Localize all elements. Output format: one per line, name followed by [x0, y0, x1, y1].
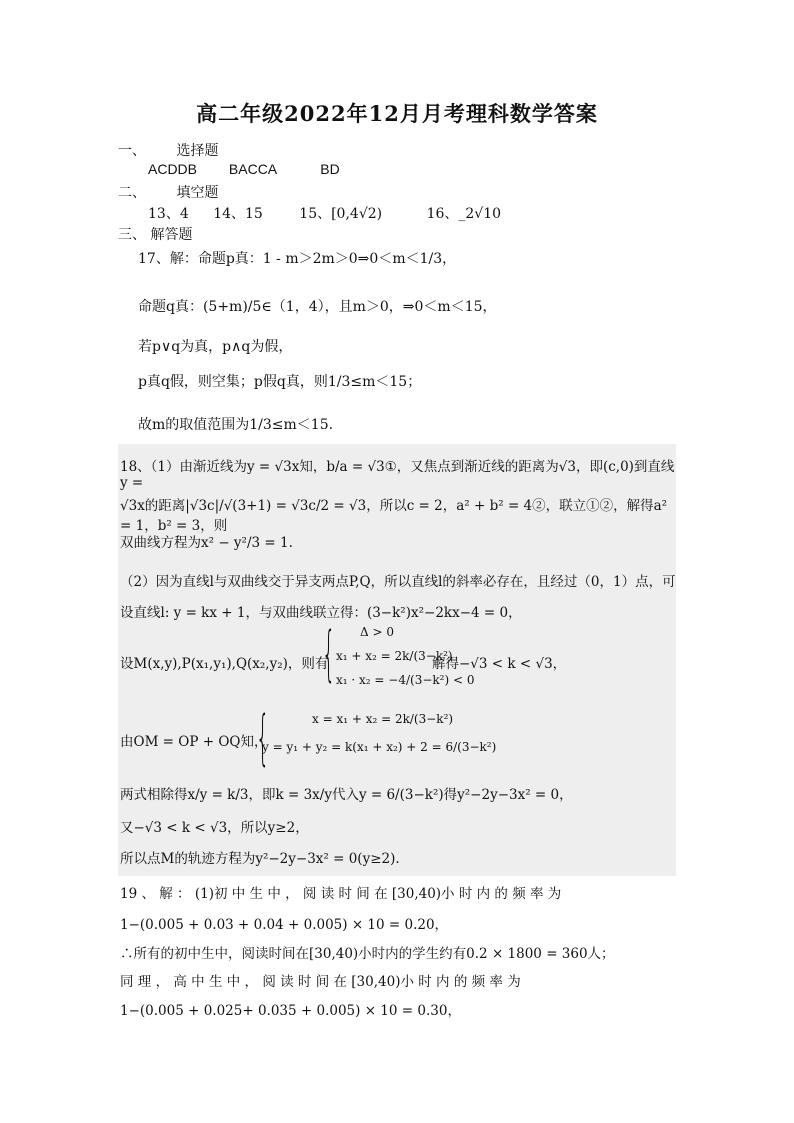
q18-eq-y: y = y₁ + y₂ = k(x₁ + x₂) + 2 = 6/(3−k²) [262, 740, 497, 754]
section-2-number: 二、 [118, 185, 146, 201]
section-2-heading [118, 182, 218, 202]
page-title: 高二年级2022年12月月考理科数学答案 [196, 101, 598, 126]
section-2-name: 填空题 [176, 185, 219, 201]
system-brace-2: { [256, 703, 270, 773]
q18-line-2: √3x的距离|√3c|/√(3+1) = √3c/2 = √3，所以c = 2，a² + b² = 4②，联立①②，解得a² = 1，b² = 3，则 [120, 498, 668, 534]
q18-line-9: 又−√3 < k < √3，所以y≥2， [120, 820, 309, 836]
section-1-name: 选择题 [176, 143, 219, 159]
q17-line-5: 故m的取值范围为1/3≤m＜15. [138, 417, 334, 433]
q18-line-8: 两式相除得x/y = k/3，即k = 3x/y代入y = 6/(3−k²)得y²−2y−3x² = 0， [120, 787, 573, 803]
q18-line-4: （2）因为直线l与双曲线交于异支两点P,Q，所以直线l的斜率必存在，且经过（0，1）点，可 [120, 574, 676, 590]
q18-cond-sum: x₁ + x₂ = 2k/(3−k²) [336, 649, 453, 663]
section-1-heading [118, 140, 218, 160]
q18-cond-delta: Δ > 0 [360, 625, 394, 639]
q18-eq-x: x = x₁ + x₂ = 2k/(3−k²) [312, 712, 454, 726]
q18-k-range: 解得−√3 < k < √3， [432, 656, 567, 672]
section-1-number: 一、 [118, 143, 146, 159]
q19-line-1: 19 、 解 ： (1)初 中 生 中 ， 阅 读 时 间 在 [30,40)小 时 内 的 频 率 为 [120, 886, 562, 902]
q18-cond-product: x₁ · x₂ = −4/(3−k²) < 0 [336, 673, 475, 687]
q18-line-5: 设直线l: y = kx + 1，与双曲线联立得：(3−k²)x²−2kx−4 = 0， [120, 605, 522, 621]
q17-line-4: p真q假，则空集；p假q真，则1/3≤m＜15； [138, 374, 422, 390]
fill-answer: 14、15 [213, 206, 263, 222]
q19-line-4: 同 理 ， 高 中 生 中 ， 阅 读 时 间 在 [30,40)小 时 内 的 频 率 为 [120, 974, 521, 990]
q19-line-5: 1−(0.005 + 0.025+ 0.035 + 0.005) × 10 = 0.30， [120, 1003, 461, 1019]
fill-answer: 16、_2√10 [426, 206, 502, 222]
q17-line-3: 若p∨q为真，p∧q为假， [138, 339, 293, 355]
q17-line-1: 17、解：命题p真：1 - m＞2m＞0⇒0＜m＜1/3， [138, 251, 457, 267]
fill-answers [148, 203, 501, 223]
section-3-heading [118, 224, 192, 244]
q19-line-3: ∴所有的初中生中，阅读时间在[30,40)小时内的学生约有0.2 × 1800 = 360人； [120, 946, 615, 962]
q19-line-2: 1−(0.005 + 0.03 + 0.04 + 0.005) × 10 = 0.20， [120, 917, 449, 933]
section-3-name: 解答题 [150, 227, 193, 243]
choice-answer-group: ACDDB [148, 161, 198, 177]
q18-line-7-prefix: 由OM = OP + OQ知， [120, 734, 268, 750]
q17-line-2: 命题q真：(5+m)/5∈（1，4），且m＞0，⇒0＜m＜15， [138, 299, 497, 315]
section-3-number: 三、 [118, 227, 146, 243]
fill-answer: 13、4 [148, 206, 189, 222]
q18-line-10: 所以点M的轨迹方程为y²−2y−3x² = 0(y≥2). [120, 851, 400, 867]
system-brace-1: { [322, 619, 336, 689]
q18-line-6-prefix: 设M(x,y),P(x₁,y₁),Q(x₂,y₂)，则有 [120, 656, 329, 672]
q18-line-1: 18、（1）由渐近线为y = √3x知，b/a = √3①，又焦点到渐近线的距离为√3，即(c,0)到直线y = [120, 459, 675, 491]
choice-answer-group: BD [320, 161, 340, 177]
choice-answer-group: BACCA [228, 161, 277, 177]
q18-line-3: 双曲线方程为x² − y²/3 = 1. [120, 535, 293, 551]
fill-answer: 15、[0,4√2) [299, 206, 383, 222]
choice-answers [148, 161, 340, 177]
